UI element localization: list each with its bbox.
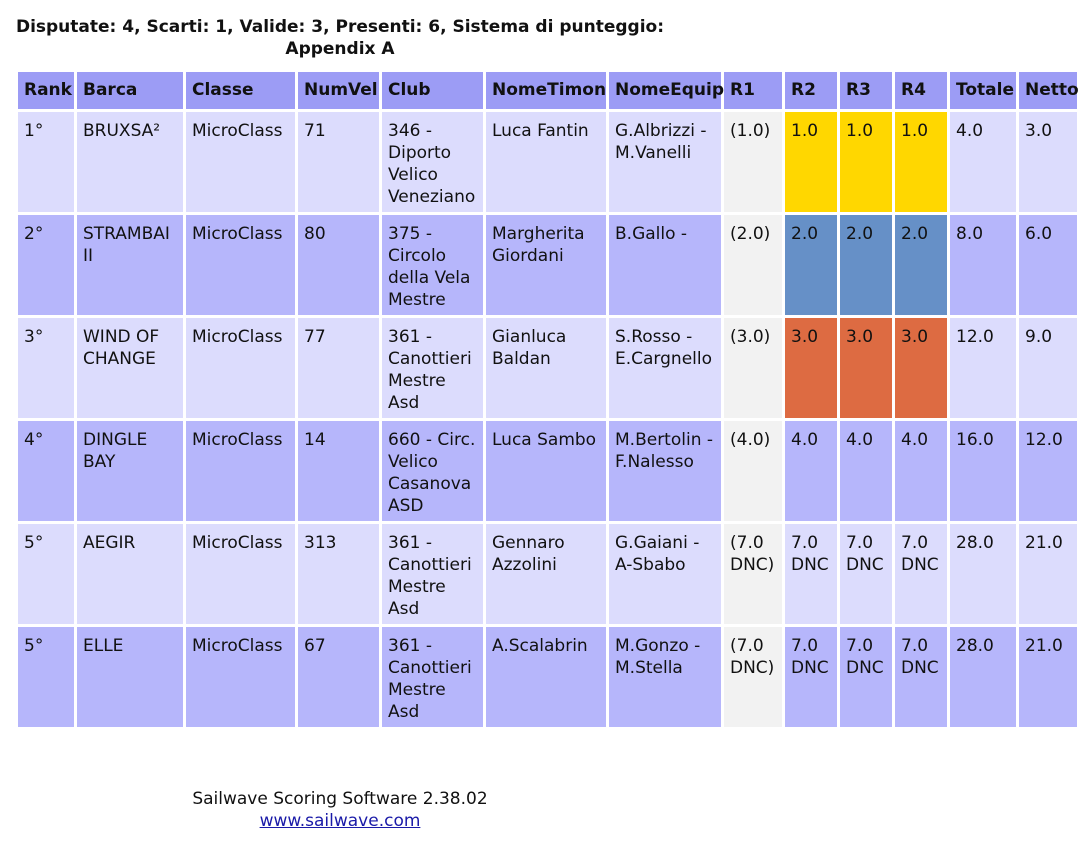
r4-cell: 1.0 [895, 112, 947, 212]
total-cell: 8.0 [950, 215, 1016, 315]
total-cell: 4.0 [950, 112, 1016, 212]
class-cell: MicroClass [186, 215, 295, 315]
col-header-nomeequip: NomeEquip [609, 72, 721, 109]
summary-line-1: Disputate: 4, Scarti: 1, Valide: 3, Presenti: 6, Sistema di punteggio: [15, 17, 665, 37]
table-row [18, 524, 1077, 624]
class-cell: MicroClass [186, 524, 295, 624]
r1-cell: (1.0) [724, 112, 782, 212]
class-cell: MicroClass [186, 627, 295, 727]
table-row [18, 627, 1077, 727]
header-row [18, 72, 1077, 109]
summary-line-2: Appendix A [285, 39, 395, 59]
club-cell: 660 - Circ. Velico Casanova ASD [382, 421, 483, 521]
table-row [18, 215, 1077, 315]
helm-cell: Gennaro Azzolini [486, 524, 606, 624]
col-header-r3: R3 [840, 72, 892, 109]
r3-cell: 1.0 [840, 112, 892, 212]
results-table [15, 69, 1080, 730]
r1-cell: (2.0) [724, 215, 782, 315]
rank-cell: 5° [18, 524, 74, 624]
r3-cell: 7.0 DNC [840, 627, 892, 727]
crew-cell: B.Gallo - [609, 215, 721, 315]
rank-cell: 5° [18, 627, 74, 727]
col-header-rank: Rank [18, 72, 74, 109]
results-summary [0, 16, 680, 60]
sailwave-link[interactable]: www.sailwave.com [259, 811, 421, 831]
r2-cell: 1.0 [785, 112, 837, 212]
r3-cell: 7.0 DNC [840, 524, 892, 624]
helm-cell: Margherita Giordani [486, 215, 606, 315]
table-row [18, 421, 1077, 521]
helm-cell: Luca Sambo [486, 421, 606, 521]
sail-number-cell: 80 [298, 215, 379, 315]
total-cell: 12.0 [950, 318, 1016, 418]
crew-cell: M.Bertolin - F.Nalesso [609, 421, 721, 521]
boat-cell: WIND OF CHANGE [77, 318, 183, 418]
total-cell: 28.0 [950, 524, 1016, 624]
col-header-netto: Netto [1019, 72, 1077, 109]
r2-cell: 3.0 [785, 318, 837, 418]
table-row [18, 318, 1077, 418]
col-header-club: Club [382, 72, 483, 109]
r3-cell: 3.0 [840, 318, 892, 418]
club-cell: 361 - Canottieri Mestre Asd [382, 318, 483, 418]
sail-number-cell: 77 [298, 318, 379, 418]
r1-cell: (7.0 DNC) [724, 627, 782, 727]
col-header-numvel: NumVel [298, 72, 379, 109]
r4-cell: 7.0 DNC [895, 524, 947, 624]
r1-cell: (3.0) [724, 318, 782, 418]
club-cell: 375 - Circolo della Vela Mestre [382, 215, 483, 315]
r4-cell: 7.0 DNC [895, 627, 947, 727]
col-header-nometimon: NomeTimon [486, 72, 606, 109]
col-header-totale: Totale [950, 72, 1016, 109]
table-row [18, 112, 1077, 212]
rank-cell: 4° [18, 421, 74, 521]
software-credit: Sailwave Scoring Software 2.38.02 [192, 789, 488, 809]
rank-cell: 3° [18, 318, 74, 418]
net-cell: 9.0 [1019, 318, 1077, 418]
r2-cell: 7.0 DNC [785, 627, 837, 727]
crew-cell: G.Gaiani - A-Sbabo [609, 524, 721, 624]
r2-cell: 2.0 [785, 215, 837, 315]
crew-cell: S.Rosso - E.Cargnello [609, 318, 721, 418]
net-cell: 21.0 [1019, 627, 1077, 727]
r4-cell: 2.0 [895, 215, 947, 315]
col-header-r4: R4 [895, 72, 947, 109]
sail-number-cell: 313 [298, 524, 379, 624]
col-header-r1: R1 [724, 72, 782, 109]
helm-cell: Luca Fantin [486, 112, 606, 212]
sail-number-cell: 14 [298, 421, 379, 521]
r4-cell: 4.0 [895, 421, 947, 521]
net-cell: 6.0 [1019, 215, 1077, 315]
helm-cell: A.Scalabrin [486, 627, 606, 727]
rank-cell: 1° [18, 112, 74, 212]
total-cell: 16.0 [950, 421, 1016, 521]
total-cell: 28.0 [950, 627, 1016, 727]
boat-cell: STRAMBAI II [77, 215, 183, 315]
crew-cell: M.Gonzo - M.Stella [609, 627, 721, 727]
col-header-classe: Classe [186, 72, 295, 109]
class-cell: MicroClass [186, 318, 295, 418]
r4-cell: 3.0 [895, 318, 947, 418]
r2-cell: 7.0 DNC [785, 524, 837, 624]
r3-cell: 2.0 [840, 215, 892, 315]
boat-cell: AEGIR [77, 524, 183, 624]
r1-cell: (4.0) [724, 421, 782, 521]
footer [150, 788, 530, 832]
sail-number-cell: 71 [298, 112, 379, 212]
r1-cell: (7.0 DNC) [724, 524, 782, 624]
helm-cell: Gianluca Baldan [486, 318, 606, 418]
club-cell: 361 - Canottieri Mestre Asd [382, 524, 483, 624]
class-cell: MicroClass [186, 421, 295, 521]
boat-cell: DINGLE BAY [77, 421, 183, 521]
r2-cell: 4.0 [785, 421, 837, 521]
net-cell: 3.0 [1019, 112, 1077, 212]
rank-cell: 2° [18, 215, 74, 315]
club-cell: 361 - Canottieri Mestre Asd [382, 627, 483, 727]
club-cell: 346 - Diporto Velico Veneziano [382, 112, 483, 212]
col-header-r2: R2 [785, 72, 837, 109]
crew-cell: G.Albrizzi - M.Vanelli [609, 112, 721, 212]
net-cell: 12.0 [1019, 421, 1077, 521]
col-header-barca: Barca [77, 72, 183, 109]
net-cell: 21.0 [1019, 524, 1077, 624]
boat-cell: BRUXSA² [77, 112, 183, 212]
boat-cell: ELLE [77, 627, 183, 727]
sail-number-cell: 67 [298, 627, 379, 727]
class-cell: MicroClass [186, 112, 295, 212]
r3-cell: 4.0 [840, 421, 892, 521]
